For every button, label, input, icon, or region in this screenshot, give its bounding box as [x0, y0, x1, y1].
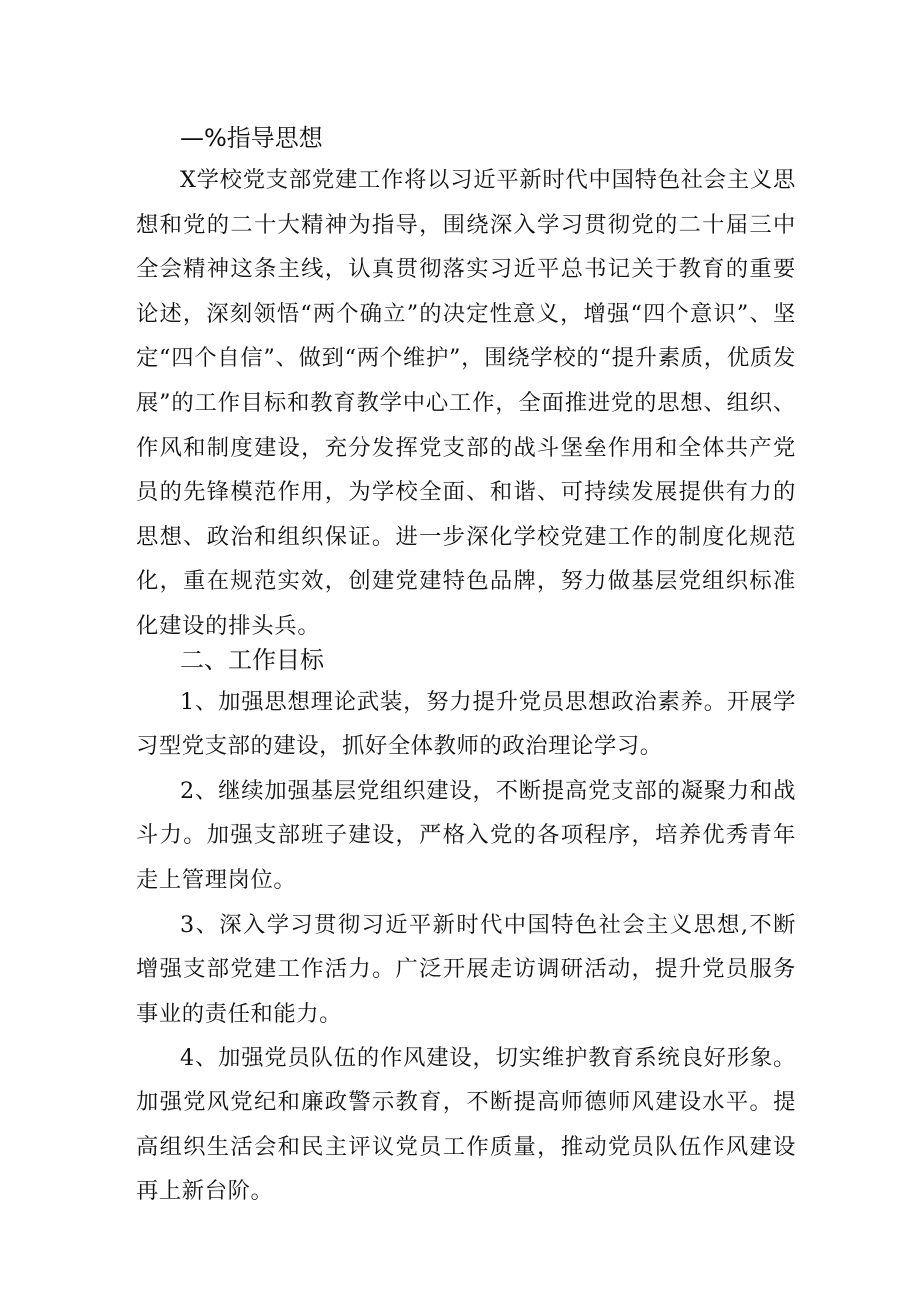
work-goal-item-3: 3、深入学习贯彻习近平新时代中国特色社会主义思想,不断增强支部党建工作活力。广泛开展走访调研活动，提升党员服务事业的责任和能力。: [136, 912, 796, 1027]
work-goal-item-4: 4、加强党员队伍的作风建设，切实维护教育系统良好形象。加强党风党纪和廉政警示教育，不断提高师德师风建设水平。提高组织生活会和民主评议党员工作质量，推动党员队伍作风建设再上新台阶。: [136, 1045, 796, 1205]
section-heading-guiding-thought: —%指导思想: [180, 124, 323, 152]
work-goal-item-2: 2、继续加强基层党组织建设，不断提高党支部的凝聚力和战斗力。加强支部班子建设，严格入党的各项程序，培养优秀青年走上管理岗位。: [136, 778, 796, 893]
guiding-thought-paragraph: X学校党支部党建工作将以习近平新时代中国特色社会主义思想和党的二十大精神为指导，围绕深入学习贯彻党的二十届三中全会精神这条主线，认真贯彻落实习近平总书记关于教育的重要论述，深刻领悟“两个确立”的决定性意义，增强“四个意识”、坚定“四个自信”、做到“两个维护”，围绕学校的“提升素质，优质发展”的工作目标和教育教学中心工作，全面推进党的思想、组织、作风和制度建设，充分发挥党支部的战斗堡垒作用和全体共产党员的先锋模范作用，为学校全面、和谐、可持续发展提供有力的思想、政治和组织保证。进一步深化学校党建工作的制度化规范化，重在规范实效，创建党建特色品牌，努力做基层党组织标准化建设的排头兵。: [136, 167, 796, 639]
section-heading-work-goals: 二、工作目标: [180, 646, 324, 674]
work-goal-item-1: 1、加强思想理论武装，努力提升党员思想政治素养。开展学习型党支部的建设，抓好全体教师的政治理论学习。: [136, 689, 796, 760]
